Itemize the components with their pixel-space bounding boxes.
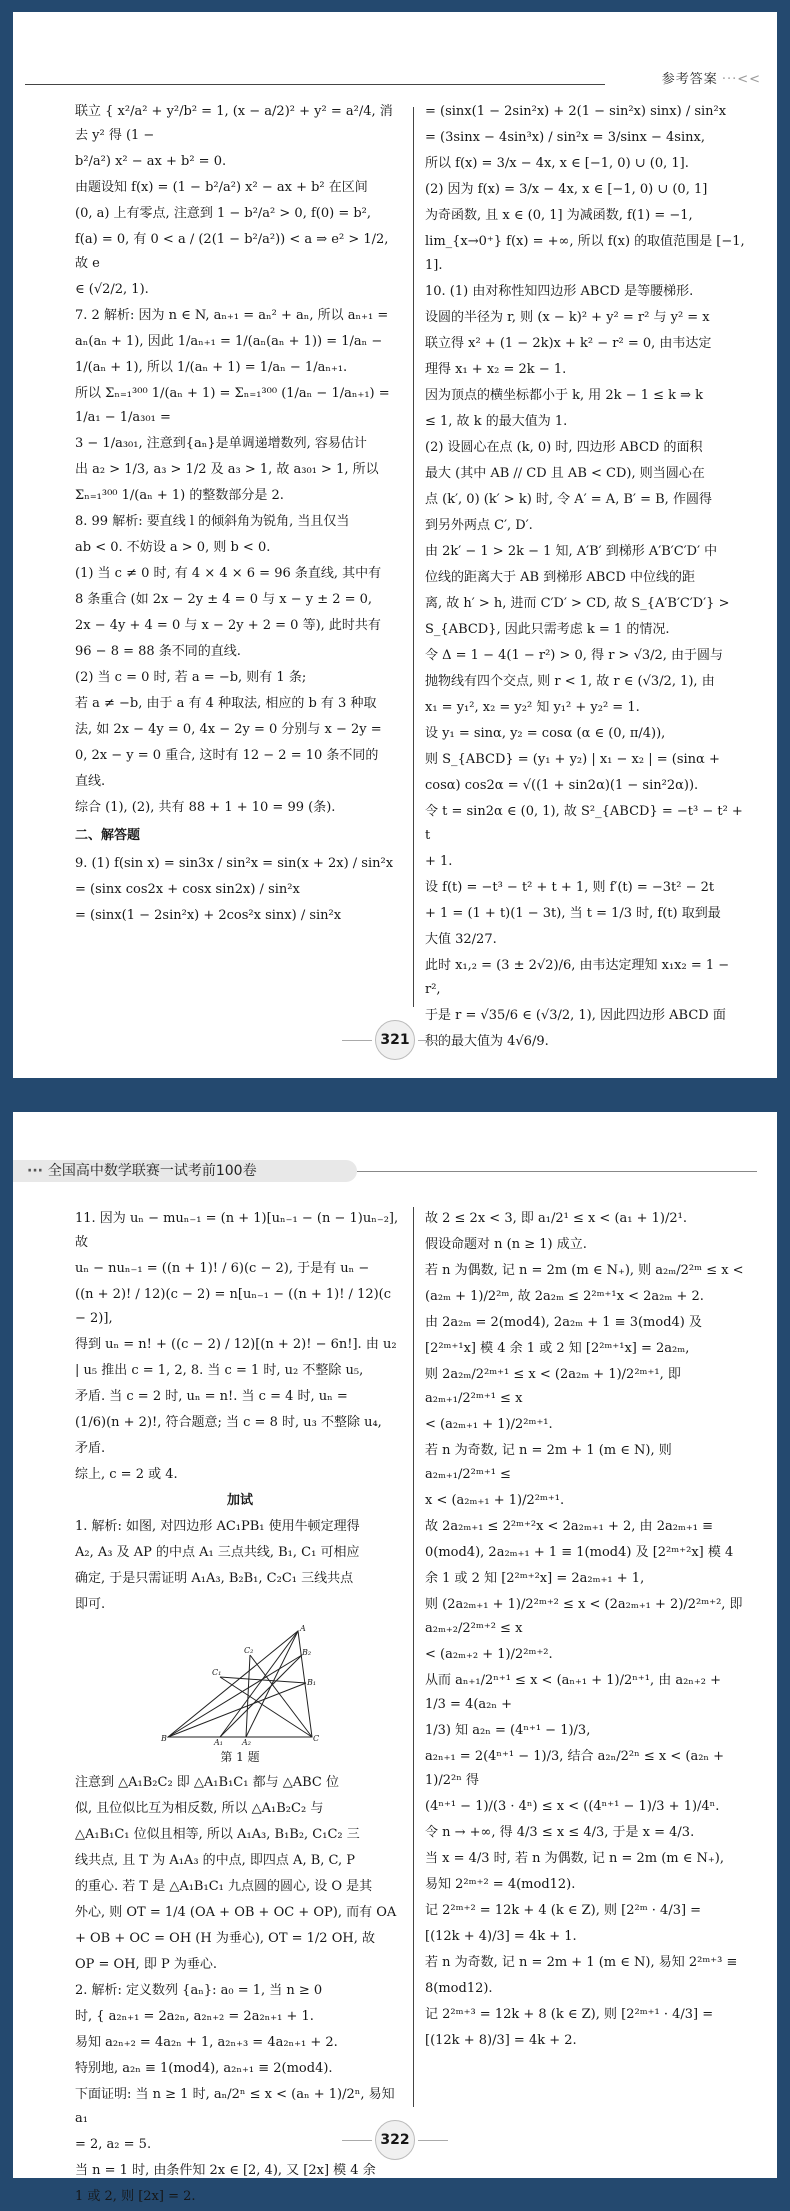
text-line: 则 S_{ABCD} = (y₁ + y₂) | x₁ − x₂ | = (sinα + bbox=[425, 752, 720, 767]
text-line: 综上, c = 2 或 4. bbox=[75, 1467, 178, 1482]
extra-problem-2 bbox=[75, 1979, 405, 2209]
svg-text:C₂: C₂ bbox=[244, 1646, 254, 1655]
text-line: 特别地, a₂ₙ ≡ 1(mod4), a₂ₙ₊₁ ≡ 2(mod4). bbox=[75, 2061, 333, 2076]
text-line: 法, 如 2x − 4y = 0, 4x − 2y = 0 分别与 x − 2y = bbox=[75, 722, 382, 737]
text-line: x < (a₂ₘ₊₁ + 1)/2²ᵐ⁺¹. bbox=[425, 1493, 565, 1508]
text-line: 最大 (其中 AB // CD 且 AB < CD), 则当圆心在 bbox=[425, 466, 705, 481]
text-line: [(12k + 4)/3] = 4k + 1. bbox=[425, 1929, 577, 1944]
text-line: 易知 a₂ₙ₊₂ = 4a₂ₙ + 1, a₂ₙ₊₃ = 4a₂ₙ₊₁ + 2. bbox=[75, 2035, 338, 2050]
text-line: 联立得 x² + (1 − 2k)x + k² − r² = 0, 由韦达定 bbox=[425, 336, 712, 351]
text-line: 0(mod4), 2a₂ₘ₊₁ + 1 ≡ 1(mod4) 及 [2²ᵐ⁺²x] 模 4 bbox=[425, 1545, 734, 1560]
text-line: 令 t = sin2α ∈ (0, 1), 故 S²_{ABCD} = −t³ − t² + t bbox=[425, 804, 743, 843]
text-line: < (a₂ₘ₊₁ + 1)/2²ᵐ⁺¹. bbox=[425, 1417, 553, 1432]
text-line: = (3sinx − 4sin³x) / sin²x = 3/sinx − 4sinx, bbox=[425, 130, 705, 145]
extra-problem-1-proof bbox=[75, 1771, 405, 1977]
text-line: (4ⁿ⁺¹ − 1)/(3 · 4ⁿ) ≤ x < ((4ⁿ⁺¹ − 1)/3 + 1)/4ⁿ. bbox=[425, 1799, 720, 1814]
column-divider bbox=[413, 107, 414, 1007]
text-line: 为奇函数, 且 x ∈ (0, 1] 为减函数, f(1) = −1, bbox=[425, 208, 693, 223]
header-rule bbox=[25, 84, 605, 85]
text-line: 令 n → +∞, 得 4/3 ≤ x ≤ 4/3, 于是 x = 4/3. bbox=[425, 1825, 695, 1840]
page-number: 322 bbox=[375, 2120, 415, 2160]
text-line: 直线. bbox=[75, 774, 106, 789]
figure-caption: 第 1 题 bbox=[220, 1750, 260, 1764]
cevian-line bbox=[220, 1655, 302, 1737]
extra-problem-2-continued bbox=[425, 1207, 745, 2053]
text-line: 记 2²ᵐ⁺² = 12k + 4 (k ∈ Z), 则 [2²ᵐ · 4/3] = bbox=[425, 1903, 702, 1918]
text-line: 故 2 ≤ 2x < 3, 即 a₁/2¹ ≤ x < (a₁ + 1)/2¹. bbox=[425, 1211, 687, 1226]
svg-text:B: B bbox=[161, 1734, 167, 1743]
text-line: 理得 x₁ + x₂ = 2k − 1. bbox=[425, 362, 567, 377]
text-line: 时, { a₂ₙ₊₁ = 2a₂ₙ, a₂ₙ₊₂ = 2a₂ₙ₊₁ + 1. bbox=[75, 2009, 314, 2024]
text-line: 下面证明: 当 n ≥ 1 时, aₙ/2ⁿ ≤ x < (aₙ + 1)/2ⁿ, 易知 a₁ bbox=[75, 2087, 395, 2126]
text-line: < (a₂ₘ₊₂ + 1)/2²ᵐ⁺². bbox=[425, 1647, 553, 1662]
text-line: 因为顶点的横坐标都小于 k, 用 2k − 1 ≤ k ⇒ k bbox=[425, 388, 704, 403]
text-line: ∈ (√2/2, 1). bbox=[75, 282, 149, 297]
text-line: 注意到 △A₁B₂C₂ 即 △A₁B₁C₁ 都与 △ABC 位 bbox=[75, 1775, 339, 1790]
text-line: 8. 99 解析: 要直线 l 的倾斜角为锐角, 当且仅当 bbox=[75, 514, 350, 529]
right-column bbox=[425, 100, 745, 1056]
text-line: [2²ᵐ⁺¹x] 模 4 余 1 或 2 知 [2²ᵐ⁺¹x] = 2a₂ₘ, bbox=[425, 1341, 690, 1356]
text-line: 设 f(t) = −t³ − t² + t + 1, 则 f′(t) = −3t² − 2t bbox=[425, 880, 715, 895]
text-line: 外心, 则 OT = 1/4 (OA + OB + OC + OP), 而有 OA bbox=[75, 1905, 397, 1920]
text-line: 位线的距离大于 AB 到梯形 ABCD 中位线的距 bbox=[425, 570, 696, 585]
text-line: 1 或 2, 则 [2x] = 2. bbox=[75, 2189, 196, 2204]
left-column bbox=[75, 1207, 405, 2211]
text-line: 若 n 为奇数, 记 n = 2m + 1 (m ∈ N), 则 a₂ₘ₊₁/2²ᵐ⁺¹ ≤ bbox=[425, 1443, 672, 1482]
text-line: OP = OH, 即 P 为垂心. bbox=[75, 1957, 217, 1972]
text-line: 联立 { x²/a² + y²/b² = 1, (x − a/2)² + y² = a²/4, 消去 y² 得 (1 − bbox=[75, 104, 393, 143]
text-line: 余 1 或 2 知 [2²ᵐ⁺²x] = 2a₂ₘ₊₁ + 1, bbox=[425, 1571, 645, 1586]
text-line: 2x − 4y + 4 = 0 与 x − 2y + 2 = 0 等), 此时共有 bbox=[75, 618, 381, 633]
text-line: 11. 因为 uₙ − muₙ₋₁ = (n + 1)[uₙ₋₁ − (n − 1)uₙ₋₂], 故 bbox=[75, 1211, 399, 1250]
text-line: (1/6)(n + 2)!, 符合题意; 当 c = 8 时, u₃ 不整除 u₄, bbox=[75, 1415, 382, 1430]
text-line: cosα) cos2α = √((1 + sin2α)(1 − sin²2α)). bbox=[425, 778, 699, 793]
chevron-icon: ···<< bbox=[721, 72, 761, 87]
text-line: (2) 因为 f(x) = 3/x − 4x, x ∈ [−1, 0) ∪ (0, 1] bbox=[425, 182, 708, 197]
text-line: ((n + 2)! / 12)(c − 2) = n[uₙ₋₁ − ((n + 1)! / 12)(c − 2)], bbox=[75, 1287, 392, 1326]
text-line: 令 Δ = 1 − 4(1 − r²) > 0, 得 r > √3/2, 由于圆与 bbox=[425, 648, 724, 663]
text-line: 1. 解析: 如图, 对四边形 AC₁PB₁ 使用牛顿定理得 bbox=[75, 1519, 360, 1534]
text-line: 矛盾. 当 c = 2 时, uₙ = n!. 当 c = 4 时, uₙ = bbox=[75, 1389, 348, 1404]
svg-text:B₁: B₁ bbox=[307, 1678, 317, 1687]
text-line: 矛盾. bbox=[75, 1441, 106, 1456]
page-322 bbox=[13, 1112, 777, 2204]
triangle-diagram bbox=[160, 1625, 320, 1745]
text-line: uₙ − nuₙ₋₁ = ((n + 1)! / 6)(c − 2), 于是有 uₙ − bbox=[75, 1261, 370, 1276]
svg-text:C₁: C₁ bbox=[212, 1668, 222, 1677]
text-line: S_{ABCD}, 因此只需考虑 k = 1 的情况. bbox=[425, 622, 670, 637]
header-label: 参考答案 bbox=[661, 72, 718, 87]
text-line: 假设命题对 n (n ≥ 1) 成立. bbox=[425, 1237, 587, 1252]
text-line: 7. 2 解析: 因为 n ∈ N, aₙ₊₁ = aₙ² + aₙ, 所以 aₙ₊₁ = bbox=[75, 308, 389, 323]
text-line: 点 (k′, 0) (k′ > k) 时, 令 A′ = A, B′ = B, 作圆得 bbox=[425, 492, 712, 507]
text-line: (2) 设圆心在点 (k, 0) 时, 四边形 ABCD 的面积 bbox=[425, 440, 703, 455]
text-line: = (sinx(1 − 2sin²x) + 2cos²x sinx) / sin²x bbox=[75, 908, 342, 923]
text-line: 即可. bbox=[75, 1597, 106, 1612]
page-number: 321 bbox=[375, 1020, 415, 1060]
text-line: 0, 2x − y = 0 重合, 这时有 12 − 2 = 10 条不同的 bbox=[75, 748, 379, 763]
text-line: 所以 Σₙ₌₁³⁰⁰ 1/(aₙ + 1) = Σₙ₌₁³⁰⁰ (1/aₙ − 1/aₙ₊₁) = 1/a₁ − 1/a₃₀₁ = bbox=[75, 386, 390, 425]
text-line: (1) 当 c ≠ 0 时, 有 4 × 4 × 6 = 96 条直线, 其中有 bbox=[75, 566, 382, 581]
text-line: + 1. bbox=[425, 854, 453, 869]
text-line: 由题设知 f(x) = (1 − b²/a²) x² − ax + b² 在区间 bbox=[75, 180, 368, 195]
text-line: 积的最大值为 4√6/9. bbox=[425, 1034, 549, 1049]
text-line: 8(mod12). bbox=[425, 1981, 493, 1996]
text-line: A₂, A₃ 及 AP 的中点 A₁ 三点共线, B₁, C₁ 可相应 bbox=[75, 1545, 360, 1560]
text-line: ≤ 1, 故 k 的最大值为 1. bbox=[425, 414, 568, 429]
text-line: aₙ(aₙ + 1), 因此 1/aₙ₊₁ = 1/(aₙ(aₙ + 1)) = 1/aₙ − bbox=[75, 334, 383, 349]
text-line: 离, 故 h′ > h, 进而 C′D′ > CD, 故 S_{A′B′C′D′} > bbox=[425, 596, 730, 611]
text-line: = 2, a₂ = 5. bbox=[75, 2137, 152, 2152]
svg-text:A₁: A₁ bbox=[214, 1738, 223, 1747]
extra-problem-1 bbox=[75, 1515, 405, 1617]
text-line: 得到 uₙ = n! + ((c − 2) / 12)[(n + 2)! − 6n!]. 由 u₂ bbox=[75, 1337, 397, 1352]
header-rule bbox=[357, 1171, 757, 1172]
cevian-line bbox=[168, 1683, 306, 1737]
text-line: 确定, 于是只需证明 A₁A₃, B₂B₁, C₂C₁ 三线共点 bbox=[75, 1571, 354, 1586]
text-line: (2) 当 c = 0 时, 若 a = −b, 则有 1 条; bbox=[75, 670, 307, 685]
text-line: 从而 aₙ₊₁/2ⁿ⁺¹ ≤ x < (aₙ₊₁ + 1)/2ⁿ⁺¹, 由 a₂ₙ₊₂ + 1/3 = 4(a₂ₙ + bbox=[425, 1673, 722, 1712]
ellipse-solution-tail bbox=[75, 100, 405, 302]
text-line: 综合 (1), (2), 共有 88 + 1 + 10 = 99 (条). bbox=[75, 800, 336, 815]
text-line: 设圆的半径为 r, 则 (x − k)² + y² = r² 与 y² = x bbox=[425, 310, 710, 325]
text-line: 若 n 为奇数, 记 n = 2m + 1 (m ∈ N), 易知 2²ᵐ⁺³ ≡ bbox=[425, 1955, 738, 1970]
text-line: = (sinx(1 − 2sin²x) + 2(1 − sin²x) sinx) / sin²x bbox=[425, 104, 727, 119]
figure-triangle bbox=[160, 1625, 320, 1769]
text-line: 1/(aₙ + 1), 所以 1/(aₙ + 1) = 1/aₙ − 1/aₙ₊₁. bbox=[75, 360, 348, 375]
text-line: 当 n = 1 时, 由条件知 2x ∈ [2, 4), 又 [2x] 模 4 余 bbox=[75, 2163, 376, 2178]
cevian-line bbox=[220, 1631, 298, 1737]
text-line: 当 x = 4/3 时, 若 n 为偶数, 记 n = 2m (m ∈ N₊), bbox=[425, 1851, 724, 1866]
text-line: 若 a ≠ −b, 由于 a 有 4 种取法, 相应的 b 有 3 种取 bbox=[75, 696, 377, 711]
text-line: 则 (2a₂ₘ₊₁ + 1)/2²ᵐ⁺² ≤ x < (2a₂ₘ₊₁ + 2)/2²ᵐ⁺², 即 a₂ₘ₊₂/2²ᵐ⁺² ≤ x bbox=[425, 1597, 743, 1636]
text-line: 于是 r = √35/6 ∈ (√3/2, 1), 因此四边形 ABCD 面 bbox=[425, 1008, 726, 1023]
text-line: 2. 解析: 定义数列 {aₙ}: a₀ = 1, 当 n ≥ 0 bbox=[75, 1983, 323, 1998]
svg-text:A: A bbox=[300, 1624, 306, 1633]
column-divider bbox=[413, 1207, 414, 2107]
text-line: 此时 x₁,₂ = (3 ± 2√2)/6, 由韦达定理知 x₁x₂ = 1 − r², bbox=[425, 958, 730, 997]
problem-9-continued bbox=[425, 100, 745, 278]
text-line: 96 − 8 = 88 条不同的直线. bbox=[75, 644, 241, 659]
text-line: (a₂ₘ + 1)/2²ᵐ, 故 2a₂ₘ ≤ 2²ᵐ⁺¹x < 2a₂ₘ + 2. bbox=[425, 1289, 704, 1304]
text-line: 由 2a₂ₘ = 2(mod4), 2a₂ₘ + 1 ≡ 3(mod4) 及 bbox=[425, 1315, 703, 1330]
svg-text:C: C bbox=[313, 1734, 320, 1743]
text-line: [(12k + 8)/3] = 4k + 2. bbox=[425, 2033, 577, 2048]
text-line: 到另外两点 C′, D′. bbox=[425, 518, 533, 533]
page-321 bbox=[13, 12, 777, 1078]
text-line: 10. (1) 由对称性知四边形 ABCD 是等腰梯形. bbox=[425, 284, 694, 299]
text-line: ab < 0. 不妨设 a > 0, 则 b < 0. bbox=[75, 540, 271, 555]
text-line: 故 2a₂ₘ₊₁ ≤ 2²ᵐ⁺²x < 2a₂ₘ₊₁ + 2, 由 2a₂ₘ₊₁ ≡ bbox=[425, 1519, 713, 1534]
text-line: △A₁B₁C₁ 位似且相等, 所以 A₁A₃, B₁B₂, C₁C₂ 三 bbox=[75, 1827, 360, 1842]
text-line: 线共点, 且 T 为 A₁A₃ 的中点, 即四点 A, B, C, P bbox=[75, 1853, 356, 1868]
book-title: 全国高中数学联赛一试考前100卷 bbox=[47, 1163, 257, 1179]
text-line: 9. (1) f(sin x) = sin3x / sin²x = sin(x + 2x) / sin²x bbox=[75, 856, 394, 871]
text-line: (0, a) 上有零点, 注意到 1 − b²/a² > 0, f(0) = b², bbox=[75, 206, 372, 221]
text-line: 8 条重合 (如 2x − 2y ± 4 = 0 与 x − y ± 2 = 0, bbox=[75, 592, 373, 607]
ellipsis-icon: ··· bbox=[27, 1163, 48, 1179]
text-line: f(a) = 0, 有 0 < a / (2(1 − b²/a²)) < a ⇒ e² > 1/2, 故 e bbox=[75, 232, 389, 271]
running-header bbox=[662, 68, 761, 87]
text-line: x₁ = y₁², x₂ = y₂² 知 y₁² + y₂² = 1. bbox=[425, 700, 640, 715]
text-line: = (sinx cos2x + cosx sin2x) / sin²x bbox=[75, 882, 300, 897]
problem-11 bbox=[75, 1207, 405, 1487]
running-header bbox=[13, 1160, 357, 1182]
right-column bbox=[425, 1207, 745, 2055]
text-line: | u₅ 推出 c = 1, 2, 8. 当 c = 1 时, u₂ 不整除 u₅, bbox=[75, 1363, 364, 1378]
text-line: + OB + OC = OH (H 为垂心), OT = 1/2 OH, 故 bbox=[75, 1931, 375, 1946]
svg-text:A₂: A₂ bbox=[242, 1738, 251, 1747]
text-line: 大值 32/27. bbox=[425, 932, 497, 947]
text-line: 抛物线有四个交点, 则 r < 1, 故 r ∈ (√3/2, 1), 由 bbox=[425, 674, 715, 689]
problem-7 bbox=[75, 304, 405, 508]
text-line: b²/a²) x² − ax + b² = 0. bbox=[75, 154, 227, 169]
text-line: 似, 且位似比互为相反数, 所以 △A₁B₂C₂ 与 bbox=[75, 1801, 324, 1816]
text-line: 所以 f(x) = 3/x − 4x, x ∈ [−1, 0) ∪ (0, 1]. bbox=[425, 156, 689, 171]
text-line: + 1 = (1 + t)(1 − 3t), 当 t = 1/3 时, f(t) 取到最 bbox=[425, 906, 721, 921]
text-line: 出 a₂ > 1/3, a₃ > 1/2 及 a₃ > 1, 故 a₃₀₁ > 1, 所以 bbox=[75, 462, 379, 477]
text-line: 易知 2²ᵐ⁺² = 4(mod12). bbox=[425, 1877, 576, 1892]
text-line: lim_{x→0⁺} f(x) = +∞, 所以 f(x) 的取值范围是 [−1, 1]. bbox=[425, 234, 745, 273]
text-line: 则 2a₂ₘ/2²ᵐ⁺¹ ≤ x < (2a₂ₘ + 1)/2²ᵐ⁺¹, 即 a₂ₘ₊₁/2²ᵐ⁺¹ ≤ x bbox=[425, 1367, 681, 1406]
text-line: 3 − 1/a₃₀₁, 注意到{aₙ}是单调递增数列, 容易估计 bbox=[75, 436, 367, 451]
text-line: 若 n 为偶数, 记 n = 2m (m ∈ N₊), 则 a₂ₘ/2²ᵐ ≤ x < bbox=[425, 1263, 744, 1278]
cevian-line bbox=[168, 1655, 302, 1737]
svg-text:B₂: B₂ bbox=[302, 1648, 312, 1657]
text-line: 1/3) 知 a₂ₙ = (4ⁿ⁺¹ − 1)/3, bbox=[425, 1723, 591, 1738]
text-line: Σₙ₌₁³⁰⁰ 1/(aₙ + 1) 的整数部分是 2. bbox=[75, 488, 284, 503]
problem-8 bbox=[75, 510, 405, 820]
text-line: 由 2k′ − 1 > 2k − 1 知, A′B′ 到梯形 A′B′C′D′ 中 bbox=[425, 544, 718, 559]
problem-9 bbox=[75, 852, 405, 928]
text-line: 的重心. 若 T 是 △A₁B₁C₁ 九点圆的圆心, 设 O 是其 bbox=[75, 1879, 373, 1894]
problem-10 bbox=[425, 280, 745, 1054]
text-line: a₂ₙ₊₁ = 2(4ⁿ⁺¹ − 1)/3, 结合 a₂ₙ/2²ⁿ ≤ x < (a₂ₙ + 1)/2²ⁿ 得 bbox=[425, 1749, 725, 1788]
text-line: 设 y₁ = sinα, y₂ = cosα (α ∈ (0, π/4)), bbox=[425, 726, 666, 741]
section-title: 加试 bbox=[226, 1493, 253, 1508]
left-column bbox=[75, 100, 405, 930]
section-title: 二、解答题 bbox=[75, 828, 141, 843]
text-line: 记 2²ᵐ⁺³ = 12k + 8 (k ∈ Z), 则 [2²ᵐ⁺¹ · 4/3] = bbox=[425, 2007, 714, 2022]
